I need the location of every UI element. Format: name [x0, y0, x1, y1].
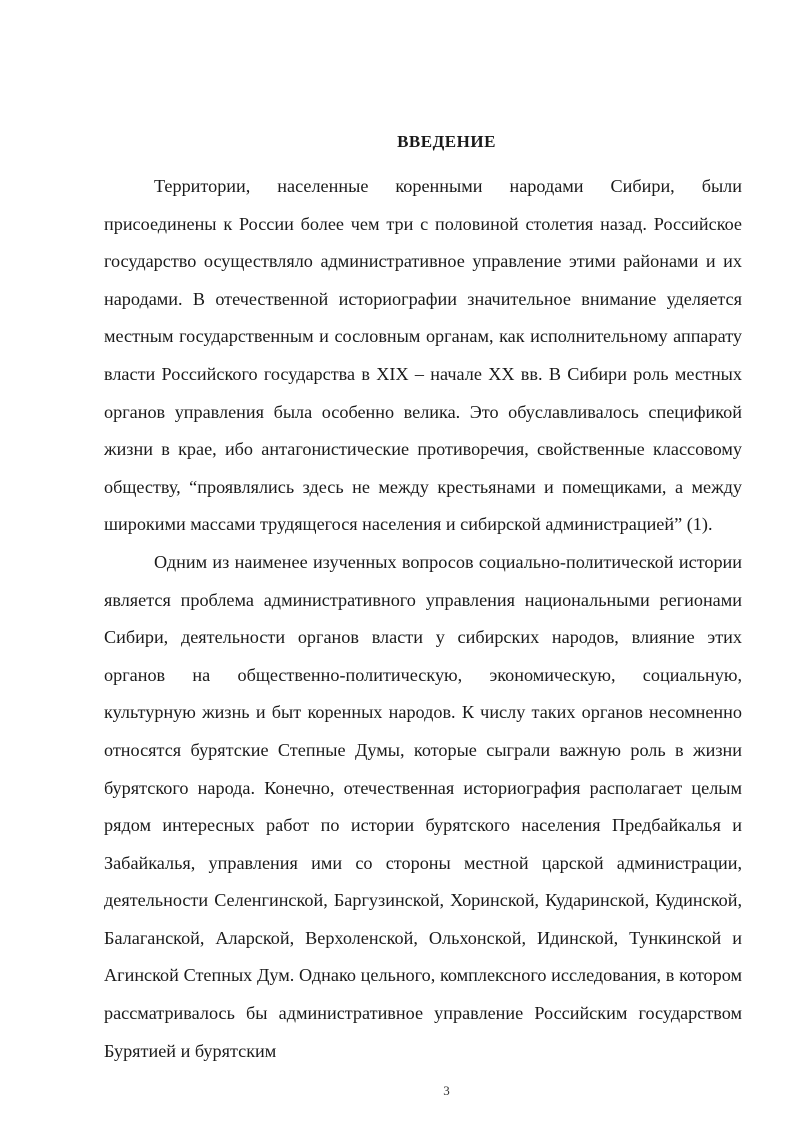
- section-heading: ВВЕДЕНИЕ: [397, 132, 496, 151]
- paragraph-2: Одним из наименее изученных вопросов социально-политической истории является проблема административного управления национальными регионами Сибири, деятельности органов власти у сибирских народов, влияние этих органов на общественно-политическую, экономическую, социальную, культурную жизнь и быт коренных народов. К числу таких органов несомненно относятся бурятские Степные Думы, которые сыграли важную роль в жизни бурятского народа. Конечно, отечественная историография располагает целым рядом интересных работ по истории бурятского населения Предбайкалья и Забайкалья, управления ими со стороны местной царской администрации, деятельности Селенгинской, Баргузинской, Хоринской, Кударинской, Кудинской, Балаганской, Аларской, Верхоленской, Ольхонской, Идинской, Тункинской и Агинской Степных Дум. Однако цельного, комплексного исследования, в котором рассматривалось бы административное управление Российским государством Бурятией и бурятским: [104, 551, 742, 1061]
- paragraph-1: Территории, населенные коренными народами Сибири, были присоединены к России более чем три с половиной столетия назад. Российское государство осуществляло административное управление этими районами и их народами. В отечественной историографии значительное внимание уделяется местным государственным и сословным органам, как исполнительному аппарату власти Российского государства в XIX – начале XX вв. В Сибири роль местных органов управления была особенно велика. Это обуславливалось спецификой жизни в крае, ибо антагонистические противоречия, свойственные классовому обществу, “проявлялись здесь не между крестьянами и помещиками, а между широкими массами трудящегося населения и сибирской администрацией” (1).: [104, 176, 742, 535]
- page-number: 3: [443, 1083, 450, 1098]
- body-text: [104, 168, 742, 1070]
